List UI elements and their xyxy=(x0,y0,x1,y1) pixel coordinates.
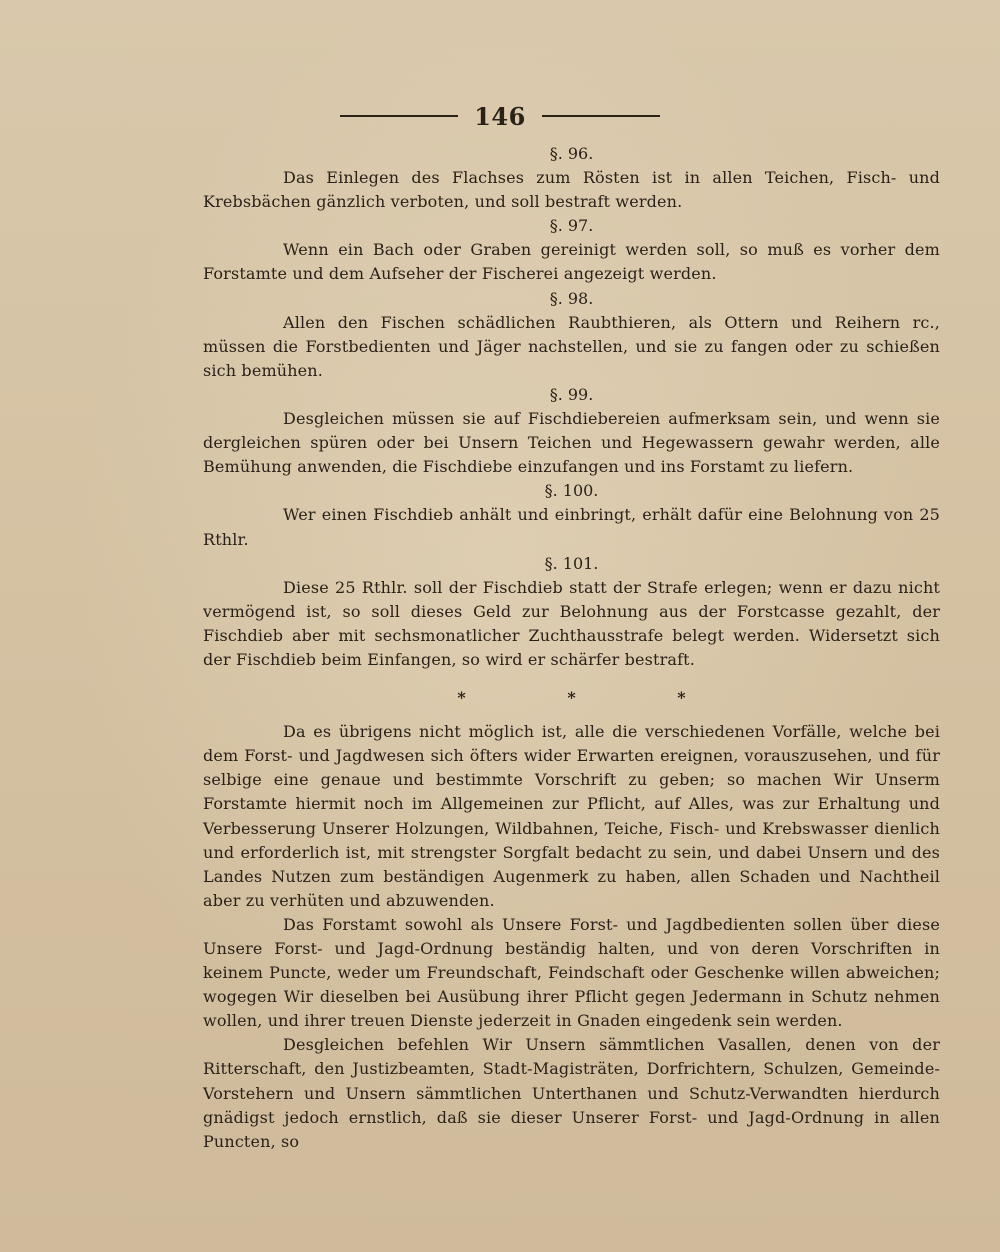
closing-paragraph: Da es übrigens nicht möglich ist, alle die verschiedenen Vorfälle, welche bei dem Forst- und Jagdwesen sich öfters wider Erwarten ereignen, vorauszusehen, und für selbige eine genaue und bestimmte Vorschrift zu geben; so machen Wir Unserm Forstamte hiermit noch im Allgemeinen zur Pflicht, auf Alles, was zur Erhaltung und Verbesserung Unserer Holzungen, Wildbahnen, Teiche, Fisch- und Krebswasser dienlich und erforderlich ist, mit strengster Sorgfalt bedacht zu sein, und dabei Unsern und des Landes Nutzen zum beständigen Augenmerk zu haben, allen Schaden und Nachtheil aber zu verhüten und abzuwenden. xyxy=(203,722,940,910)
section-mark-101: §. 101. xyxy=(544,553,599,573)
section-mark-99: §. 99. xyxy=(549,384,594,404)
page-header xyxy=(0,96,1000,136)
section-mark-97: §. 97. xyxy=(549,216,594,236)
page-number: 146 xyxy=(474,101,526,131)
section-text-96: Das Einlegen des Flachses zum Rösten ist in allen Teichen, Fisch- und Krebsbächen gänzlich verboten, und soll bestraft werden. xyxy=(203,168,940,212)
section-text-100: Wer einen Fischdieb anhält und einbringt, erhält dafür eine Belohnung von 25 Rthlr. xyxy=(203,505,940,549)
section-text-98: Allen den Fischen schädlichen Raubthieren, als Ottern und Reihern rc., müssen die Forstbedienten und Jäger nachstellen, und sie zu fangen oder zu schießen sich bemühen. xyxy=(203,312,940,380)
page-body xyxy=(203,142,940,1154)
closing-paragraph: Desgleichen befehlen Wir Unsern sämmtlichen Vasallen, denen von der Ritterschaft, den Justizbeamten, Stadt-Magisträten, Dorfrichtern, Schulzen, Gemeinde-Vorstehern und Unsern sämmtlichen Unterthanen und Schutz-Verwandten hierdurch gnädigst jedoch ernstlich, daß sie dieser Unserer Forst- und Jagd-Ordnung in allen Puncten, so xyxy=(203,1035,940,1151)
section-mark-98: §. 98. xyxy=(549,288,594,308)
header-rule-right xyxy=(542,115,660,117)
closing-paragraph: Das Forstamt sowohl als Unsere Forst- und Jagdbedienten sollen über diese Unsere Forst- und Jagd-Ordnung beständig halten, und von deren Vorschriften in keinem Puncte, weder um Freundschaft, Feindschaft oder Geschenke willen abweichen; wogegen Wir dieselben bei Ausübung ihrer Pflicht gegen Jedermann in Schutz nehmen wollen, und ihrer treuen Dienste jederzeit in Gnaden eingedenk sein werden. xyxy=(203,914,940,1031)
section-text-97: Wenn ein Bach oder Graben gereinigt werden soll, so muß es vorher dem Forstamte und dem Aufseher der Fischerei angezeigt werden. xyxy=(203,240,940,284)
asterism-divider: * * * xyxy=(457,688,734,708)
section-text-99: Desgleichen müssen sie auf Fischdiebereien aufmerksam sein, und wenn sie dergleichen spüren oder bei Unsern Teichen und Hegewassern gewahr werden, alle Bemühung anwenden, die Fischdiebe einzufangen und ins Forstamt zu liefern. xyxy=(203,409,940,477)
section-text-101: Diese 25 Rthlr. soll der Fischdieb statt der Strafe erlegen; wenn er dazu nicht vermögend ist, so soll dieses Geld zur Belohnung aus der Forstcasse gezahlt, der Fischdieb aber mit sechsmonatlicher Zuchthausstrafe belegt werden. Widersetzt sich der Fischdieb beim Einfangen, so wird er schärfer bestraft. xyxy=(203,577,940,669)
header-rule-left xyxy=(340,115,458,117)
section-mark-100: §. 100. xyxy=(544,481,599,501)
section-mark-96: §. 96. xyxy=(549,144,594,163)
